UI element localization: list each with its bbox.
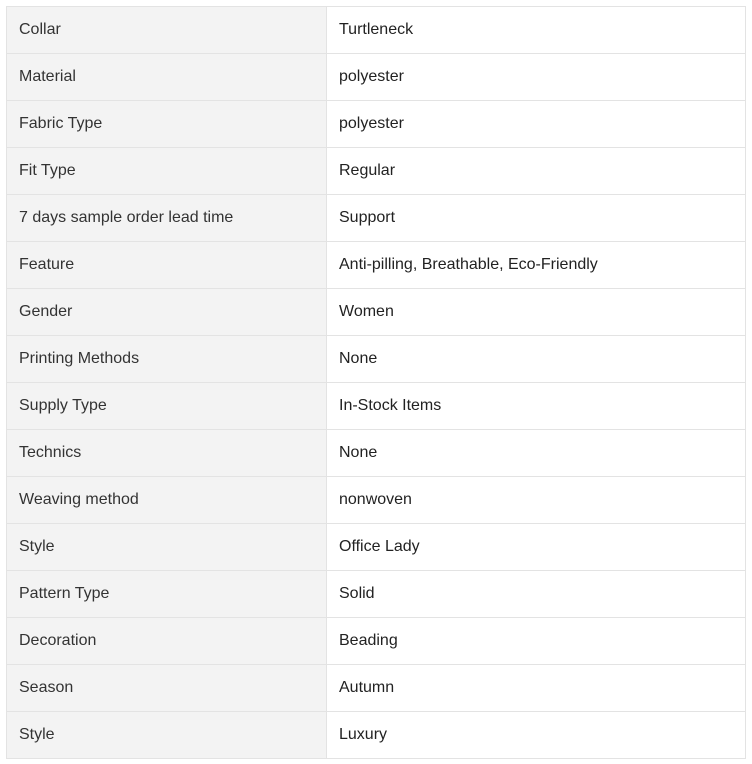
spec-value: Support xyxy=(327,195,746,242)
spec-label: 7 days sample order lead time xyxy=(7,195,327,242)
spec-label: Season xyxy=(7,665,327,712)
table-row xyxy=(7,665,746,712)
table-row xyxy=(7,477,746,524)
spec-value: Regular xyxy=(327,148,746,195)
spec-value: Luxury xyxy=(327,712,746,759)
spec-label: Style xyxy=(7,712,327,759)
spec-value: Women xyxy=(327,289,746,336)
spec-value: Turtleneck xyxy=(327,7,746,54)
product-spec-table xyxy=(6,6,746,759)
spec-label: Gender xyxy=(7,289,327,336)
spec-value: Office Lady xyxy=(327,524,746,571)
table-row xyxy=(7,383,746,430)
spec-label: Material xyxy=(7,54,327,101)
spec-value: None xyxy=(327,336,746,383)
spec-value: In-Stock Items xyxy=(327,383,746,430)
table-row xyxy=(7,195,746,242)
table-row xyxy=(7,571,746,618)
table-row xyxy=(7,618,746,665)
spec-value: Solid xyxy=(327,571,746,618)
spec-value: nonwoven xyxy=(327,477,746,524)
spec-label: Printing Methods xyxy=(7,336,327,383)
spec-label: Style xyxy=(7,524,327,571)
spec-value: Autumn xyxy=(327,665,746,712)
spec-label: Collar xyxy=(7,7,327,54)
spec-label: Technics xyxy=(7,430,327,477)
spec-table-body xyxy=(7,7,746,759)
spec-value: None xyxy=(327,430,746,477)
spec-value: Anti-pilling, Breathable, Eco-Friendly xyxy=(327,242,746,289)
table-row xyxy=(7,148,746,195)
table-row xyxy=(7,54,746,101)
spec-label: Fabric Type xyxy=(7,101,327,148)
table-row xyxy=(7,712,746,759)
spec-label: Fit Type xyxy=(7,148,327,195)
table-row xyxy=(7,524,746,571)
spec-value: polyester xyxy=(327,101,746,148)
spec-label: Feature xyxy=(7,242,327,289)
table-row xyxy=(7,101,746,148)
spec-label: Decoration xyxy=(7,618,327,665)
spec-label: Weaving method xyxy=(7,477,327,524)
table-row xyxy=(7,430,746,477)
spec-value: Beading xyxy=(327,618,746,665)
table-row xyxy=(7,242,746,289)
spec-value: polyester xyxy=(327,54,746,101)
table-row xyxy=(7,7,746,54)
spec-label: Supply Type xyxy=(7,383,327,430)
table-row xyxy=(7,289,746,336)
table-row xyxy=(7,336,746,383)
spec-label: Pattern Type xyxy=(7,571,327,618)
